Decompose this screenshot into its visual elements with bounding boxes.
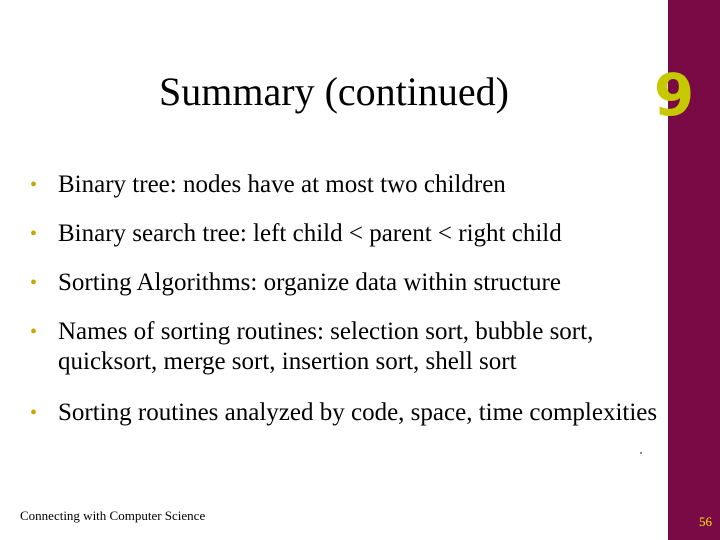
page-number: 56 xyxy=(699,514,712,529)
bullet-item xyxy=(30,317,670,377)
bullet-item xyxy=(30,170,670,200)
bullet-icon: • xyxy=(30,402,38,424)
speck-mark xyxy=(640,452,642,454)
bullet-item xyxy=(30,268,670,298)
bullet-list xyxy=(30,170,670,449)
bullet-text: Names of sorting routines: selection sort, bubble sort, quicksort, merge sort, insertion sort, shell sort xyxy=(58,318,594,375)
bullet-icon: • xyxy=(30,174,38,196)
chapter-number: 9 xyxy=(653,61,695,129)
bullet-item xyxy=(30,398,670,428)
bullet-text: Binary search tree: left child < parent < right child xyxy=(58,220,562,247)
bullet-text: Sorting routines analyzed by code, space, time complexities xyxy=(58,399,658,426)
bullet-item xyxy=(30,219,670,249)
footer-text: Connecting with Computer Science xyxy=(20,508,206,523)
bullet-icon: • xyxy=(30,321,38,343)
bullet-text: Sorting Algorithms: organize data within structure xyxy=(58,269,561,296)
bullet-text: Binary tree: nodes have at most two children xyxy=(58,171,506,198)
slide-title: Summary (continued) xyxy=(159,69,509,114)
bullet-icon: • xyxy=(30,223,38,245)
bullet-icon: • xyxy=(30,272,38,294)
